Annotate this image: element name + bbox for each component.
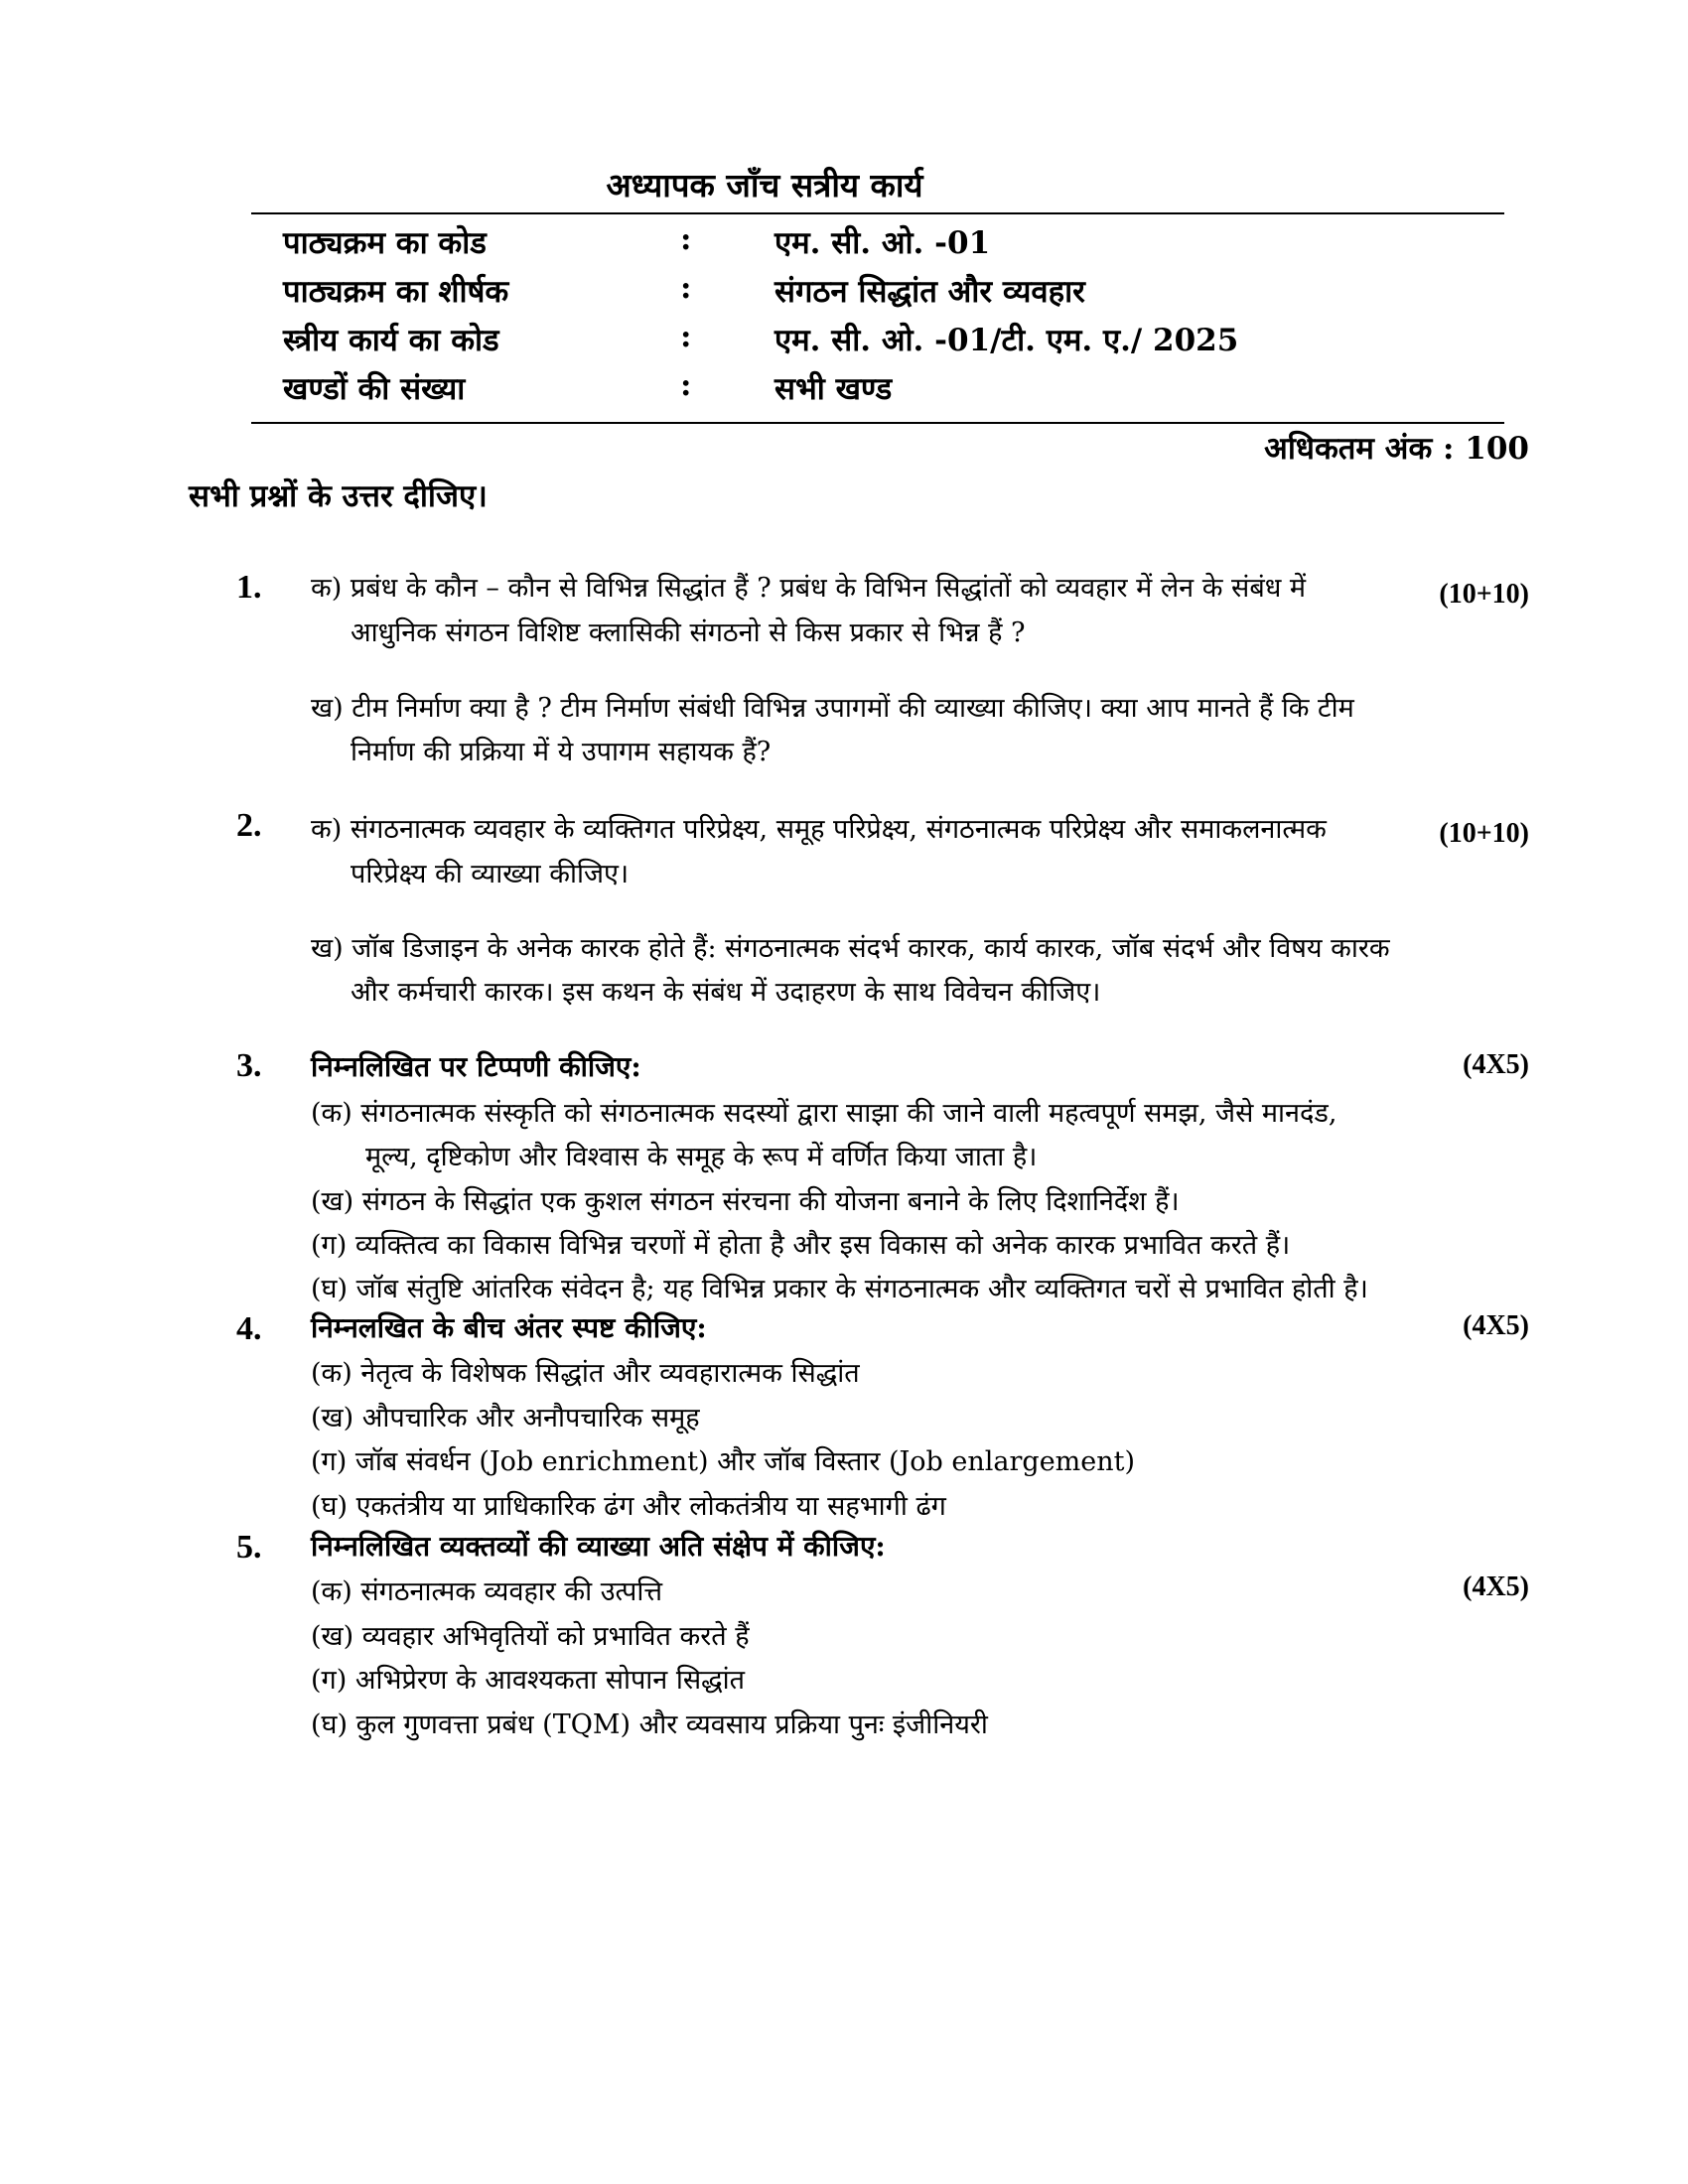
q5-item-c: (ग) अभिप्रेरण के आवश्यकता सोपान सिद्धांत <box>311 1665 746 1696</box>
meta-colon: : <box>680 221 692 257</box>
bottom-rule <box>251 422 1504 424</box>
meta-label-blocks: खण्डों की संख्या <box>283 371 466 407</box>
q4-heading: निम्नलखित के बीच अंतर स्पष्ट कीजिए: <box>311 1311 707 1344</box>
meta-value-course-code: एम. सी. ओ. -01 <box>774 225 991 261</box>
q2-part-a-line1: क) संगठनात्मक व्यवहार के व्यक्तिगत परिप्रेक्ष्य, समूह परिप्रेक्ष्य, संगठनात्मक परिप्रेक्ष्य और समाकलनात्मक <box>311 814 1327 845</box>
meta-colon: : <box>680 319 692 354</box>
meta-label-course-code: पाठ्यक्रम का कोड <box>283 225 487 261</box>
q3-heading: निम्नलिखित पर टिप्पणी कीजिए: <box>311 1050 641 1083</box>
question-number-4: 4. <box>236 1310 262 1347</box>
q3-marks: (4X5) <box>1463 1049 1529 1080</box>
q2-part-b-line2: और कर्मचारी कारक। इस कथन के संबंध में उदाहरण के साथ विवेचन कीजिए। <box>351 977 1101 1008</box>
meta-value-blocks: सभी खण्ड <box>774 371 893 407</box>
meta-label-course-title: पाठ्यक्रम का शीर्षक <box>283 274 509 310</box>
q5-heading: निम्नलिखित व्यक्तव्यों की व्याख्या अति संक्षेप में कीजिए: <box>311 1530 886 1563</box>
q5-item-d: (घ) कुल गुणवत्ता प्रबंध (TQM) और व्यवसाय प्रक्रिया पुनः इंजीनियरी <box>311 1709 988 1740</box>
q3-item-c: (ग) व्यक्तित्व का विकास विभिन्न चरणों में होता है और इस विकास को अनेक कारक प्रभावित करते हैं। <box>311 1230 1291 1261</box>
meta-label-assignment-code: स्त्रीय कार्य का कोड <box>283 323 499 358</box>
q3-item-a-line1: (क) संगठनात्मक संस्कृति को संगठनात्मक सदस्यों द्वारा साझा की जाने वाली महत्वपूर्ण समझ, जैसे मानदंड, <box>311 1098 1337 1129</box>
question-number-2: 2. <box>236 807 262 844</box>
q3-item-d: (घ) जॉब संतुष्टि आंतरिक संवेदन है; यह विभिन्न प्रकार के संगठनात्मक और व्यक्तिगत चरों से प्रभावित होती है। <box>311 1274 1368 1304</box>
q4-item-a: (क) नेतृत्व के विशेषक सिद्धांत और व्यवहारात्मक सिद्धांत <box>311 1358 860 1389</box>
meta-colon: : <box>680 270 692 306</box>
page-title: अध्यापक जाँच सत्रीय कार्य <box>606 166 923 205</box>
question-number-1: 1. <box>236 569 262 606</box>
meta-value-assignment-code: एम. सी. ओ. -01/टी. एम. ए./ 2025 <box>774 323 1239 358</box>
q5-item-a: (क) संगठनात्मक व्यवहार की उत्पत्ति <box>311 1576 662 1607</box>
q3-item-a-line2: मूल्य, दृष्टिकोण और विश्वास के समूह के रूप में वर्णित किया जाता है। <box>365 1142 1038 1172</box>
q1-part-b-line2: निर्माण की प्रक्रिया में ये उपागम सहायक हैं? <box>351 737 772 767</box>
q4-item-d: (घ) एकतंत्रीय या प्राधिकारिक ढंग और लोकतंत्रीय या सहभागी ढंग <box>311 1491 946 1522</box>
instruction: सभी प्रश्नों के उत्तर दीजिए। <box>189 478 488 514</box>
q4-item-c: (ग) जॉब संवर्धन (Job enrichment) और जॉब विस्तार (Job enlargement) <box>311 1446 1136 1477</box>
q2-part-a-line2: परिप्रेक्ष्य की व्याख्या कीजिए। <box>351 859 630 889</box>
q4-marks: (4X5) <box>1463 1310 1529 1341</box>
q1-part-b-line1: ख) टीम निर्माण क्या है ? टीम निर्माण संबंधी विभिन्न उपागमों की व्याख्या कीजिए। क्या आप मानते हैं कि टीम <box>311 693 1354 724</box>
q1-part-a-line2: आधुनिक संगठन विशिष्ट क्लासिकी संगठनो से किस प्रकार से भिन्न हैं ? <box>351 617 1026 648</box>
q5-item-b: (ख) व्यवहार अभिवृतियों को प्रभावित करते हैं <box>311 1621 750 1652</box>
q2-part-b-line1: ख) जॉब डिजाइन के अनेक कारक होते हैं: संगठनात्मक संदर्भ कारक, कार्य कारक, जॉब संदर्भ और विषय कारक <box>311 933 1390 964</box>
question-number-3: 3. <box>236 1047 262 1084</box>
meta-colon: : <box>680 367 692 403</box>
q5-marks: (4X5) <box>1463 1571 1529 1602</box>
question-number-5: 5. <box>236 1529 262 1566</box>
q3-item-b: (ख) संगठन के सिद्धांत एक कुशल संगठन संरचना की योजना बनाने के लिए दिशानिर्देश हैं। <box>311 1186 1180 1217</box>
max-marks: अधिकतम अंक : 100 <box>1264 431 1529 467</box>
q2-marks: (10+10) <box>1439 818 1529 849</box>
meta-value-course-title: संगठन सिद्धांत और व्यवहार <box>774 274 1085 310</box>
top-rule <box>251 212 1504 214</box>
q1-part-a-line1: क) प्रबंध के कौन – कौन से विभिन्न सिद्धांत हैं ? प्रबंध के विभिन सिद्धांतों को व्यवहार में लेन के संबंध में <box>311 573 1307 604</box>
q1-marks: (10+10) <box>1439 579 1529 610</box>
q4-item-b: (ख) औपचारिक और अनौपचारिक समूह <box>311 1403 700 1433</box>
